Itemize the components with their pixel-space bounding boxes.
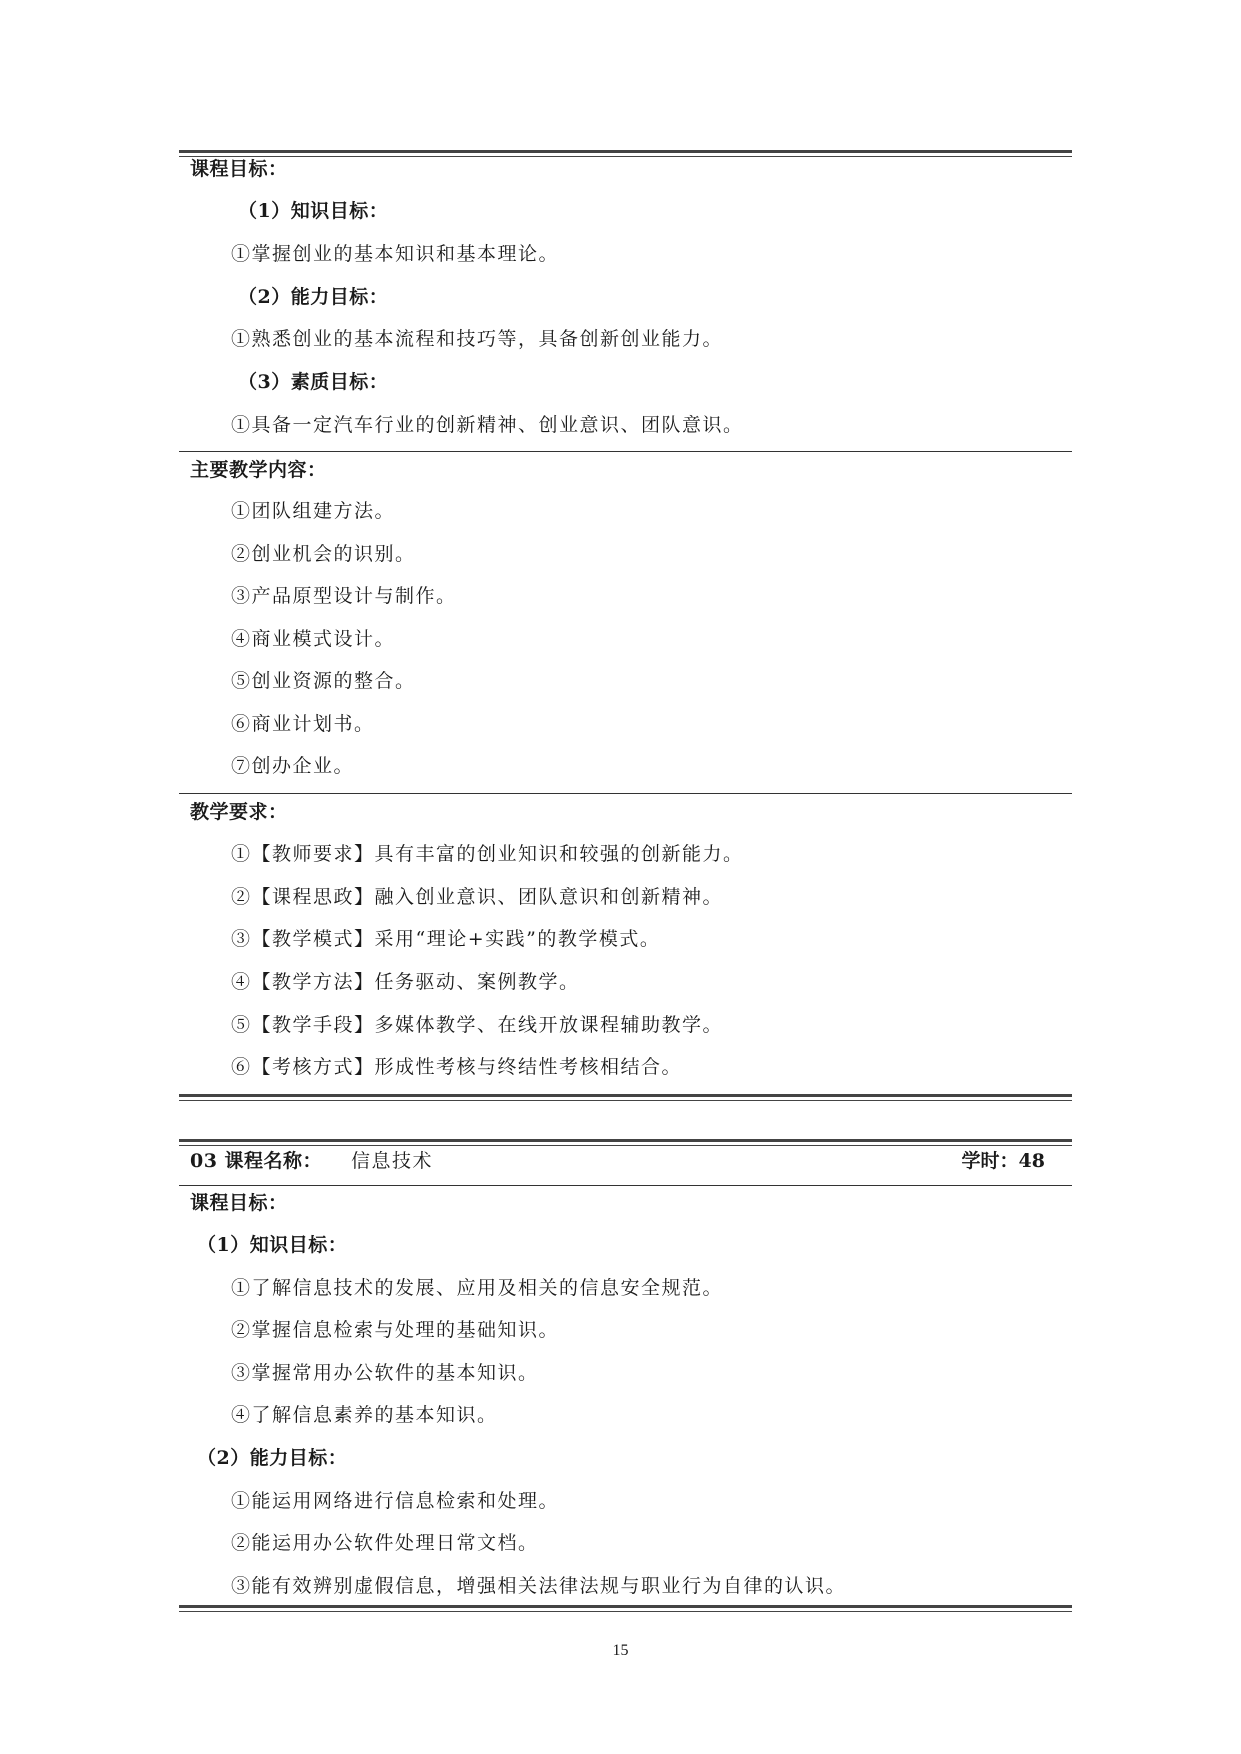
course02-bottom-double-rule (179, 1094, 1072, 1101)
course02-quality-item: ①具备一定汽车行业的创新精神、创业意识、团队意识。 (231, 414, 744, 436)
course02-ability-item: ①熟悉创业的基本流程和技巧等，具备创新创业能力。 (231, 328, 724, 350)
course03-ability-heading: （2）能力目标： (197, 1447, 348, 1469)
course03-knowledge-heading: （1）知识目标： (197, 1234, 348, 1256)
course02-requirement-item: ③【教学模式】采用“理论+实践”的教学模式。 (231, 928, 661, 950)
section-divider (179, 793, 1072, 794)
course02-quality-heading: （3）素质目标： (238, 371, 389, 393)
course03-ability-item: ②能运用办公软件处理日常文档。 (231, 1532, 539, 1554)
course02-requirement-item: ②【课程思政】融入创业意识、团队意识和创新精神。 (231, 886, 724, 908)
page-bottom-double-rule (179, 1605, 1072, 1612)
course02-content-item: ⑦创办企业。 (231, 755, 355, 777)
course03-name-label: 03 课程名称： (190, 1150, 323, 1172)
course03-knowledge-item: ③掌握常用办公软件的基本知识。 (231, 1362, 539, 1384)
course03-knowledge-item: ④了解信息素养的基本知识。 (231, 1404, 498, 1426)
course02-content-item: ④商业模式设计。 (231, 628, 396, 650)
course02-goals-heading: 课程目标： (190, 158, 288, 180)
course02-requirement-item: ⑤【教学手段】多媒体教学、在线开放课程辅助教学。 (231, 1014, 724, 1036)
course02-content-item: ③产品原型设计与制作。 (231, 585, 457, 607)
course03-top-double-rule (179, 1139, 1072, 1146)
course03-ability-item: ①能运用网络进行信息检索和处理。 (231, 1490, 560, 1512)
course02-content-item: ①团队组建方法。 (231, 500, 396, 522)
section-divider (179, 1185, 1072, 1186)
course02-requirements-heading: 教学要求： (190, 801, 288, 823)
course03-knowledge-item: ②掌握信息检索与处理的基础知识。 (231, 1319, 560, 1341)
course02-requirement-item: ①【教师要求】具有丰富的创业知识和较强的创新能力。 (231, 843, 744, 865)
course02-content-item: ②创业机会的识别。 (231, 543, 416, 565)
course02-requirement-item: ④【教学方法】任务驱动、案例教学。 (231, 971, 580, 993)
course03-knowledge-item: ①了解信息技术的发展、应用及相关的信息安全规范。 (231, 1277, 724, 1299)
course02-knowledge-heading: （1）知识目标： (238, 200, 389, 222)
course02-requirement-item: ⑥【考核方式】形成性考核与终结性考核相结合。 (231, 1056, 683, 1078)
section-divider (179, 451, 1072, 452)
course03-name: 信息技术 (351, 1150, 434, 1172)
course02-content-heading: 主要教学内容： (190, 459, 327, 481)
course03-goals-heading: 课程目标： (190, 1192, 288, 1214)
course03-hours: 学时：48 (961, 1150, 1045, 1172)
course02-content-item: ⑤创业资源的整合。 (231, 670, 416, 692)
page-number: 15 (612, 1642, 629, 1659)
course02-content-item: ⑥商业计划书。 (231, 713, 375, 735)
course02-knowledge-item: ①掌握创业的基本知识和基本理论。 (231, 243, 560, 265)
course03-ability-item: ③能有效辨别虚假信息，增强相关法律法规与职业行为自律的认识。 (231, 1575, 847, 1597)
course02-ability-heading: （2）能力目标： (238, 286, 389, 308)
top-double-rule (179, 150, 1072, 157)
